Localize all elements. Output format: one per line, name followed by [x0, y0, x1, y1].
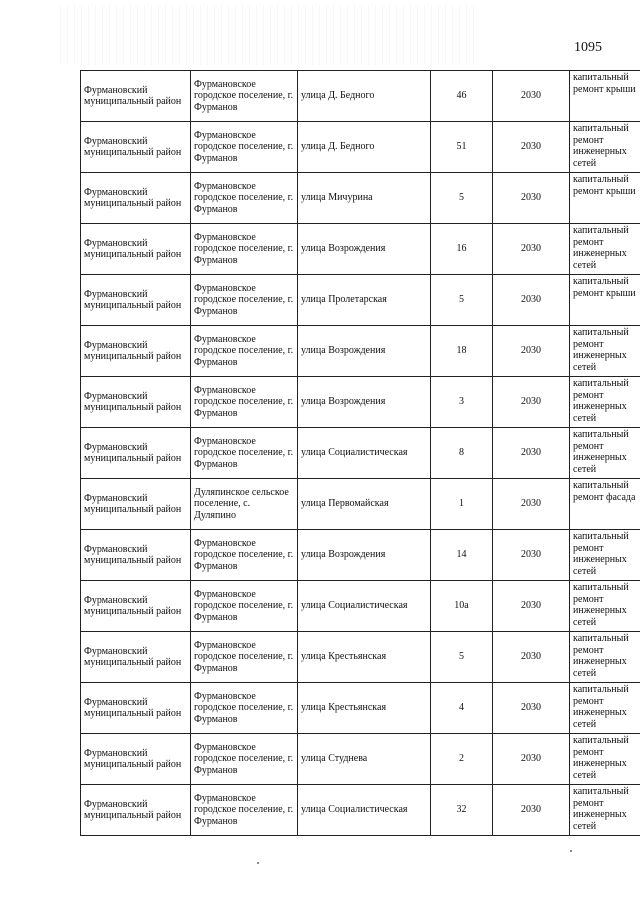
district-text: Фурмановский муниципальный район	[84, 135, 182, 158]
table-row	[81, 428, 640, 479]
house-number-text: 5	[459, 651, 464, 663]
settlement-text: Фурмановское городское поселение, г. Фурманов	[194, 690, 294, 725]
district-text: Фурмановский муниципальный район	[84, 696, 182, 719]
district-cell	[81, 734, 191, 785]
work-type-text: капитальный ремонт инженерных сетей	[573, 225, 629, 271]
street-text: улица Мичурина	[301, 192, 373, 204]
table-row	[81, 122, 640, 173]
work-type-text: капитальный ремонт инженерных сетей	[573, 378, 629, 424]
year-cell	[493, 122, 570, 173]
work-type-cell	[570, 326, 640, 377]
work-type-text: капитальный ремонт инженерных сетей	[573, 633, 629, 679]
district-cell	[81, 632, 191, 683]
year-text: 2030	[521, 600, 541, 612]
scan-speck	[570, 850, 572, 852]
district-text: Фурмановский муниципальный район	[84, 288, 182, 311]
district-text: Фурмановский муниципальный район	[84, 798, 182, 821]
district-text: Фурмановский муниципальный район	[84, 492, 182, 515]
work-type-cell	[570, 428, 640, 479]
settlement-cell	[191, 530, 298, 581]
table-row	[81, 581, 640, 632]
street-cell	[298, 683, 431, 734]
table-row	[81, 326, 640, 377]
work-type-text: капитальный ремонт инженерных сетей	[573, 429, 629, 475]
house-number-text: 2	[459, 753, 464, 765]
table-row	[81, 377, 640, 428]
work-type-text: капитальный ремонт инженерных сетей	[573, 531, 629, 577]
table-row	[81, 224, 640, 275]
street-text: улица Крестьянская	[301, 651, 387, 663]
street-text: улица Возрождения	[301, 396, 386, 408]
year-text: 2030	[521, 753, 541, 765]
house-number-cell	[431, 428, 493, 479]
house-number-cell	[431, 224, 493, 275]
settlement-text: Фурмановское городское поселение, г. Фурманов	[194, 639, 294, 674]
page-number: 1095	[574, 40, 602, 55]
street-text: улица Крестьянская	[301, 702, 387, 714]
settlement-text: Фурмановское городское поселение, г. Фурманов	[194, 384, 294, 419]
street-cell	[298, 275, 431, 326]
settlement-cell	[191, 122, 298, 173]
table-row	[81, 530, 640, 581]
street-cell	[298, 377, 431, 428]
street-text: улица Д. Бедного	[301, 90, 375, 102]
house-number-text: 4	[459, 702, 464, 714]
year-cell	[493, 173, 570, 224]
street-cell	[298, 581, 431, 632]
settlement-cell	[191, 275, 298, 326]
table-row	[81, 734, 640, 785]
house-number-text: 51	[456, 141, 467, 153]
year-text: 2030	[521, 243, 541, 255]
settlement-text: Фурмановское городское поселение, г. Фурманов	[194, 129, 294, 164]
house-number-cell	[431, 530, 493, 581]
settlement-cell	[191, 683, 298, 734]
work-type-text: капитальный ремонт крыши	[573, 174, 636, 197]
settlement-text: Фурмановское городское поселение, г. Фурманов	[194, 180, 294, 215]
house-number-text: 18	[456, 345, 467, 357]
house-number-text: 46	[456, 90, 467, 102]
work-type-cell	[570, 377, 640, 428]
street-cell	[298, 785, 431, 836]
year-text: 2030	[521, 396, 541, 408]
house-number-cell	[431, 326, 493, 377]
house-number-cell	[431, 173, 493, 224]
street-text: улица Социалистическая	[301, 804, 408, 816]
work-type-text: капитальный ремонт крыши	[573, 72, 636, 95]
street-cell	[298, 224, 431, 275]
settlement-text: Фурмановское городское поселение, г. Фурманов	[194, 435, 294, 470]
settlement-text: Фурмановское городское поселение, г. Фурманов	[194, 588, 294, 623]
district-cell	[81, 428, 191, 479]
house-number-cell	[431, 275, 493, 326]
settlement-cell	[191, 734, 298, 785]
district-text: Фурмановский муниципальный район	[84, 594, 182, 617]
scan-speck	[257, 862, 259, 864]
house-number-text: 10а	[454, 600, 469, 612]
work-type-cell	[570, 122, 640, 173]
district-cell	[81, 479, 191, 530]
settlement-text: Фурмановское городское поселение, г. Фурманов	[194, 741, 294, 776]
settlement-text: Фурмановское городское поселение, г. Фурманов	[194, 792, 294, 827]
work-type-text: капитальный ремонт инженерных сетей	[573, 582, 629, 628]
district-text: Фурмановский муниципальный район	[84, 390, 182, 413]
street-cell	[298, 122, 431, 173]
district-cell	[81, 326, 191, 377]
house-number-text: 5	[459, 294, 464, 306]
settlement-text: Фурмановское городское поселение, г. Фурманов	[194, 282, 294, 317]
district-text: Фурмановский муниципальный район	[84, 645, 182, 668]
street-text: улица Социалистическая	[301, 447, 408, 459]
year-cell	[493, 683, 570, 734]
street-text: улица Д. Бедного	[301, 141, 375, 153]
table-row	[81, 785, 640, 836]
work-type-text: капитальный ремонт крыши	[573, 276, 636, 299]
settlement-text: Фурмановское городское поселение, г. Фурманов	[194, 231, 294, 266]
table-row	[81, 683, 640, 734]
work-type-cell	[570, 581, 640, 632]
housing-repair-table	[80, 70, 640, 836]
house-number-text: 8	[459, 447, 464, 459]
year-cell	[493, 785, 570, 836]
street-text: улица Возрождения	[301, 549, 386, 561]
work-type-cell	[570, 734, 640, 785]
settlement-cell	[191, 479, 298, 530]
settlement-cell	[191, 173, 298, 224]
year-cell	[493, 428, 570, 479]
street-cell	[298, 428, 431, 479]
district-cell	[81, 530, 191, 581]
house-number-text: 32	[456, 804, 467, 816]
house-number-cell	[431, 71, 493, 122]
year-cell	[493, 224, 570, 275]
district-cell	[81, 71, 191, 122]
settlement-cell	[191, 632, 298, 683]
district-text: Фурмановский муниципальный район	[84, 84, 182, 107]
house-number-cell	[431, 734, 493, 785]
house-number-text: 14	[456, 549, 467, 561]
work-type-cell	[570, 530, 640, 581]
district-cell	[81, 785, 191, 836]
house-number-cell	[431, 377, 493, 428]
scan-artifact	[60, 5, 480, 65]
street-cell	[298, 632, 431, 683]
street-cell	[298, 734, 431, 785]
work-type-cell	[570, 275, 640, 326]
district-cell	[81, 377, 191, 428]
table-row	[81, 71, 640, 122]
street-text: улица Возрождения	[301, 345, 386, 357]
district-text: Фурмановский муниципальный район	[84, 441, 182, 464]
district-cell	[81, 122, 191, 173]
work-type-cell	[570, 785, 640, 836]
house-number-cell	[431, 683, 493, 734]
table-row	[81, 275, 640, 326]
street-cell	[298, 326, 431, 377]
settlement-cell	[191, 581, 298, 632]
house-number-cell	[431, 122, 493, 173]
year-cell	[493, 326, 570, 377]
work-type-text: капитальный ремонт инженерных сетей	[573, 684, 629, 730]
year-cell	[493, 71, 570, 122]
house-number-cell	[431, 581, 493, 632]
year-text: 2030	[521, 345, 541, 357]
district-text: Фурмановский муниципальный район	[84, 543, 182, 566]
year-cell	[493, 377, 570, 428]
settlement-text: Дуляпинское сельское поселение, с. Дуляпино	[194, 486, 289, 521]
work-type-cell	[570, 479, 640, 530]
district-cell	[81, 173, 191, 224]
work-type-text: капитальный ремонт инженерных сетей	[573, 327, 629, 373]
settlement-text: Фурмановское городское поселение, г. Фурманов	[194, 537, 294, 572]
year-cell	[493, 581, 570, 632]
street-cell	[298, 173, 431, 224]
year-cell	[493, 479, 570, 530]
house-number-text: 16	[456, 243, 467, 255]
district-text: Фурмановский муниципальный район	[84, 339, 182, 362]
settlement-text: Фурмановское городское поселение, г. Фурманов	[194, 78, 294, 113]
house-number-cell	[431, 785, 493, 836]
year-text: 2030	[521, 702, 541, 714]
settlement-cell	[191, 326, 298, 377]
district-text: Фурмановский муниципальный район	[84, 747, 182, 770]
settlement-cell	[191, 785, 298, 836]
street-cell	[298, 479, 431, 530]
work-type-cell	[570, 632, 640, 683]
street-cell	[298, 71, 431, 122]
settlement-cell	[191, 377, 298, 428]
house-number-cell	[431, 479, 493, 530]
street-text: улица Первомайская	[301, 498, 389, 510]
work-type-text: капитальный ремонт инженерных сетей	[573, 735, 629, 781]
work-type-cell	[570, 173, 640, 224]
year-text: 2030	[521, 651, 541, 663]
table-row	[81, 479, 640, 530]
year-text: 2030	[521, 447, 541, 459]
work-type-text: капитальный ремонт инженерных сетей	[573, 123, 629, 169]
district-cell	[81, 275, 191, 326]
street-text: улица Студнева	[301, 753, 368, 765]
year-cell	[493, 734, 570, 785]
district-cell	[81, 683, 191, 734]
year-text: 2030	[521, 90, 541, 102]
street-text: улица Пролетарская	[301, 294, 387, 306]
settlement-cell	[191, 428, 298, 479]
settlement-cell	[191, 71, 298, 122]
year-cell	[493, 632, 570, 683]
district-cell	[81, 224, 191, 275]
table-row	[81, 173, 640, 224]
street-text: улица Возрождения	[301, 243, 386, 255]
house-number-text: 1	[459, 498, 464, 510]
settlement-text: Фурмановское городское поселение, г. Фурманов	[194, 333, 294, 368]
year-text: 2030	[521, 804, 541, 816]
work-type-cell	[570, 71, 640, 122]
year-cell	[493, 530, 570, 581]
table-body	[81, 71, 640, 836]
house-number-text: 5	[459, 192, 464, 204]
work-type-cell	[570, 224, 640, 275]
work-type-cell	[570, 683, 640, 734]
street-cell	[298, 530, 431, 581]
work-type-text: капитальный ремонт инженерных сетей	[573, 786, 629, 832]
house-number-cell	[431, 632, 493, 683]
house-number-text: 3	[459, 396, 464, 408]
work-type-text: капитальный ремонт фасада	[573, 480, 636, 503]
district-cell	[81, 581, 191, 632]
district-text: Фурмановский муниципальный район	[84, 186, 182, 209]
year-text: 2030	[521, 141, 541, 153]
district-text: Фурмановский муниципальный район	[84, 237, 182, 260]
year-text: 2030	[521, 192, 541, 204]
year-text: 2030	[521, 498, 541, 510]
year-cell	[493, 275, 570, 326]
street-text: улица Социалистическая	[301, 600, 408, 612]
year-text: 2030	[521, 549, 541, 561]
table-row	[81, 632, 640, 683]
settlement-cell	[191, 224, 298, 275]
year-text: 2030	[521, 294, 541, 306]
